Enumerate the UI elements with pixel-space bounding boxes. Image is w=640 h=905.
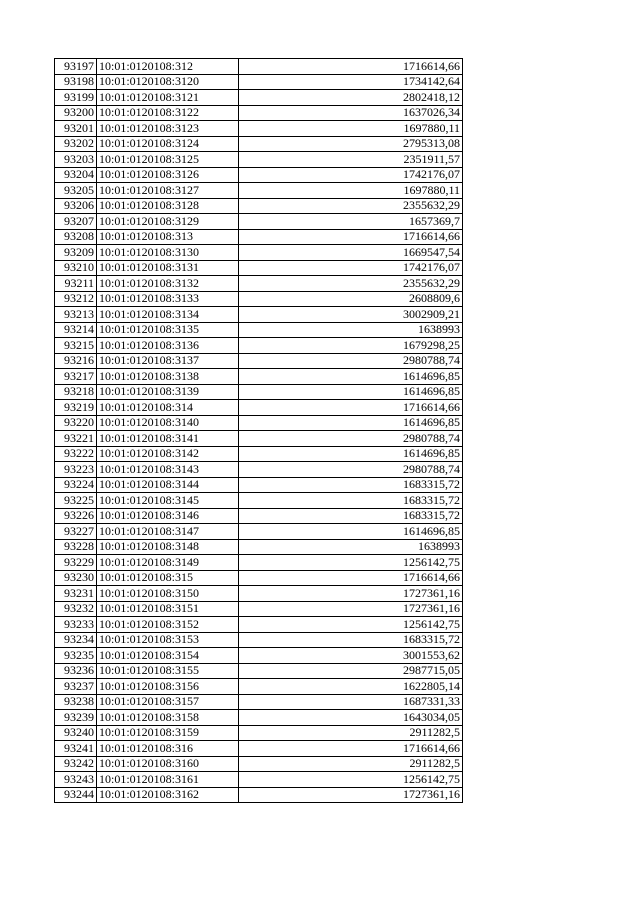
cadastral-number-cell: 10:01:0120108:3160 [97, 756, 239, 772]
cadastral-number-cell: 10:01:0120108:314 [97, 400, 239, 416]
cadastral-number-cell: 10:01:0120108:3149 [97, 555, 239, 571]
cadastral-number-cell: 10:01:0120108:3143 [97, 462, 239, 478]
table-row [55, 167, 463, 183]
cadastral-value-cell: 3002909,21 [239, 307, 463, 323]
table-row [55, 539, 463, 555]
cadastral-value-cell: 1643034,05 [239, 710, 463, 726]
cadastral-number-cell: 10:01:0120108:3161 [97, 772, 239, 788]
cadastral-number-cell: 10:01:0120108:3128 [97, 198, 239, 214]
table-row [55, 260, 463, 276]
table-row [55, 105, 463, 121]
row-number-cell: 93233 [55, 617, 97, 633]
row-number-cell: 93210 [55, 260, 97, 276]
cadastral-number-cell: 10:01:0120108:3141 [97, 431, 239, 447]
cadastral-value-cell: 1734142,64 [239, 74, 463, 90]
table-row [55, 291, 463, 307]
table-row [55, 322, 463, 338]
table-row [55, 214, 463, 230]
table-row [55, 400, 463, 416]
cadastral-value-cell: 1614696,85 [239, 524, 463, 540]
cadastral-value-cell: 1742176,07 [239, 167, 463, 183]
table-row [55, 415, 463, 431]
cadastral-number-cell: 10:01:0120108:3131 [97, 260, 239, 276]
table-row [55, 183, 463, 199]
cadastral-number-cell: 10:01:0120108:3157 [97, 694, 239, 710]
row-number-cell: 93198 [55, 74, 97, 90]
cadastral-number-cell: 10:01:0120108:3147 [97, 524, 239, 540]
cadastral-value-cell: 1679298,25 [239, 338, 463, 354]
row-number-cell: 93244 [55, 787, 97, 803]
cadastral-value-cell: 1742176,07 [239, 260, 463, 276]
table-row [55, 617, 463, 633]
cadastral-number-cell: 10:01:0120108:3127 [97, 183, 239, 199]
table-row [55, 369, 463, 385]
table-row [55, 136, 463, 152]
cadastral-number-cell: 10:01:0120108:3124 [97, 136, 239, 152]
table-row [55, 679, 463, 695]
cadastral-value-cell: 1683315,72 [239, 508, 463, 524]
cadastral-number-cell: 10:01:0120108:3137 [97, 353, 239, 369]
cadastral-value-cell: 2608809,6 [239, 291, 463, 307]
cadastral-number-cell: 10:01:0120108:3146 [97, 508, 239, 524]
table-row [55, 570, 463, 586]
row-number-cell: 93235 [55, 648, 97, 664]
cadastral-value-cell: 1727361,16 [239, 601, 463, 617]
cadastral-value-cell: 1697880,11 [239, 121, 463, 137]
cadastral-number-cell: 10:01:0120108:3138 [97, 369, 239, 385]
table-row [55, 276, 463, 292]
row-number-cell: 93234 [55, 632, 97, 648]
cadastral-number-cell: 10:01:0120108:3130 [97, 245, 239, 261]
cadastral-value-cell: 2911282,5 [239, 725, 463, 741]
table-row [55, 338, 463, 354]
row-number-cell: 93232 [55, 601, 97, 617]
cadastral-value-cell: 1657369,7 [239, 214, 463, 230]
table-row [55, 663, 463, 679]
table-row [55, 787, 463, 803]
cadastral-number-cell: 10:01:0120108:312 [97, 59, 239, 75]
row-number-cell: 93228 [55, 539, 97, 555]
row-number-cell: 93219 [55, 400, 97, 416]
cadastral-number-cell: 10:01:0120108:3159 [97, 725, 239, 741]
cadastral-number-cell: 10:01:0120108:3150 [97, 586, 239, 602]
cadastral-value-cell: 2980788,74 [239, 431, 463, 447]
row-number-cell: 93220 [55, 415, 97, 431]
cadastral-value-cell: 2351911,57 [239, 152, 463, 168]
cadastral-value-cell: 1716614,66 [239, 741, 463, 757]
cadastral-value-cell: 1716614,66 [239, 59, 463, 75]
cadastral-number-cell: 10:01:0120108:3154 [97, 648, 239, 664]
table-row [55, 508, 463, 524]
cadastral-value-cell: 2802418,12 [239, 90, 463, 106]
row-number-cell: 93206 [55, 198, 97, 214]
row-number-cell: 93217 [55, 369, 97, 385]
table-row [55, 384, 463, 400]
cadastral-value-cell: 1716614,66 [239, 570, 463, 586]
cadastral-value-cell: 1727361,16 [239, 787, 463, 803]
cadastral-number-cell: 10:01:0120108:3155 [97, 663, 239, 679]
table-row [55, 152, 463, 168]
cadastral-number-cell: 10:01:0120108:3144 [97, 477, 239, 493]
row-number-cell: 93197 [55, 59, 97, 75]
cadastral-value-cell: 1637026,34 [239, 105, 463, 121]
cadastral-value-cell: 1683315,72 [239, 493, 463, 509]
row-number-cell: 93202 [55, 136, 97, 152]
cadastral-value-cell: 2987715,05 [239, 663, 463, 679]
cadastral-number-cell: 10:01:0120108:3134 [97, 307, 239, 323]
cadastral-value-cell: 2980788,74 [239, 462, 463, 478]
cadastral-value-cell: 1256142,75 [239, 555, 463, 571]
cadastral-value-cell: 2355632,29 [239, 198, 463, 214]
row-number-cell: 93236 [55, 663, 97, 679]
table-row [55, 741, 463, 757]
row-number-cell: 93200 [55, 105, 97, 121]
table-row [55, 648, 463, 664]
row-number-cell: 93222 [55, 446, 97, 462]
cadastral-number-cell: 10:01:0120108:3136 [97, 338, 239, 354]
table-row [55, 307, 463, 323]
row-number-cell: 93211 [55, 276, 97, 292]
cadastral-value-cell: 1697880,11 [239, 183, 463, 199]
table-row [55, 632, 463, 648]
table-row [55, 446, 463, 462]
cadastral-number-cell: 10:01:0120108:3123 [97, 121, 239, 137]
row-number-cell: 93203 [55, 152, 97, 168]
cadastral-value-cell: 1614696,85 [239, 384, 463, 400]
cadastral-number-cell: 10:01:0120108:3148 [97, 539, 239, 555]
cadastral-number-cell: 10:01:0120108:3122 [97, 105, 239, 121]
cadastral-value-cell: 1622805,14 [239, 679, 463, 695]
table-row [55, 710, 463, 726]
table-row [55, 586, 463, 602]
cadastral-number-cell: 10:01:0120108:3125 [97, 152, 239, 168]
row-number-cell: 93204 [55, 167, 97, 183]
cadastral-value-cell: 2795313,08 [239, 136, 463, 152]
table-row [55, 121, 463, 137]
cadastral-number-cell: 10:01:0120108:3158 [97, 710, 239, 726]
cadastral-value-cell: 3001553,62 [239, 648, 463, 664]
table-row [55, 477, 463, 493]
row-number-cell: 93237 [55, 679, 97, 695]
cadastral-number-cell: 10:01:0120108:3132 [97, 276, 239, 292]
cadastral-value-cell: 1638993 [239, 539, 463, 555]
cadastral-number-cell: 10:01:0120108:3151 [97, 601, 239, 617]
table-row [55, 601, 463, 617]
cadastral-value-cell: 1683315,72 [239, 477, 463, 493]
table-row [55, 431, 463, 447]
row-number-cell: 93239 [55, 710, 97, 726]
table-body [55, 59, 463, 803]
cadastral-number-cell: 10:01:0120108:3162 [97, 787, 239, 803]
row-number-cell: 93231 [55, 586, 97, 602]
row-number-cell: 93240 [55, 725, 97, 741]
row-number-cell: 93225 [55, 493, 97, 509]
cadastral-value-cell: 2980788,74 [239, 353, 463, 369]
table-row [55, 493, 463, 509]
cadastral-value-cell: 1614696,85 [239, 369, 463, 385]
row-number-cell: 93218 [55, 384, 97, 400]
row-number-cell: 93205 [55, 183, 97, 199]
row-number-cell: 93238 [55, 694, 97, 710]
row-number-cell: 93229 [55, 555, 97, 571]
cadastral-number-cell: 10:01:0120108:313 [97, 229, 239, 245]
cadastral-number-cell: 10:01:0120108:3153 [97, 632, 239, 648]
row-number-cell: 93216 [55, 353, 97, 369]
table-row [55, 555, 463, 571]
row-number-cell: 93207 [55, 214, 97, 230]
cadastral-value-cell: 1716614,66 [239, 229, 463, 245]
cadastral-number-cell: 10:01:0120108:3126 [97, 167, 239, 183]
row-number-cell: 93242 [55, 756, 97, 772]
row-number-cell: 93201 [55, 121, 97, 137]
row-number-cell: 93214 [55, 322, 97, 338]
row-number-cell: 93209 [55, 245, 97, 261]
cadastral-number-cell: 10:01:0120108:3133 [97, 291, 239, 307]
cadastral-number-cell: 10:01:0120108:3142 [97, 446, 239, 462]
cadastral-number-cell: 10:01:0120108:3121 [97, 90, 239, 106]
table-row [55, 90, 463, 106]
cadastral-value-cell: 1669547,54 [239, 245, 463, 261]
cadastral-value-cell: 1716614,66 [239, 400, 463, 416]
cadastral-value-cell: 1638993 [239, 322, 463, 338]
cadastral-value-cell: 1683315,72 [239, 632, 463, 648]
table-row [55, 756, 463, 772]
cadastral-number-cell: 10:01:0120108:3140 [97, 415, 239, 431]
row-number-cell: 93224 [55, 477, 97, 493]
cadastral-number-cell: 10:01:0120108:315 [97, 570, 239, 586]
cadastral-number-cell: 10:01:0120108:3156 [97, 679, 239, 695]
row-number-cell: 93226 [55, 508, 97, 524]
cadastral-value-cell: 2911282,5 [239, 756, 463, 772]
table-row [55, 245, 463, 261]
table-row [55, 59, 463, 75]
cadastral-number-cell: 10:01:0120108:3129 [97, 214, 239, 230]
table-row [55, 353, 463, 369]
row-number-cell: 93215 [55, 338, 97, 354]
cadastral-number-cell: 10:01:0120108:3145 [97, 493, 239, 509]
table-row [55, 694, 463, 710]
cadastral-number-cell: 10:01:0120108:3120 [97, 74, 239, 90]
row-number-cell: 93243 [55, 772, 97, 788]
cadastral-number-cell: 10:01:0120108:3135 [97, 322, 239, 338]
table-row [55, 74, 463, 90]
cadastral-value-cell: 1614696,85 [239, 415, 463, 431]
cadastral-value-cell: 1687331,33 [239, 694, 463, 710]
cadastral-number-cell: 10:01:0120108:3139 [97, 384, 239, 400]
cadastral-value-cell: 1256142,75 [239, 617, 463, 633]
row-number-cell: 93213 [55, 307, 97, 323]
table-row [55, 229, 463, 245]
table-row [55, 725, 463, 741]
row-number-cell: 93199 [55, 90, 97, 106]
row-number-cell: 93227 [55, 524, 97, 540]
cadastral-number-cell: 10:01:0120108:3152 [97, 617, 239, 633]
table-row [55, 198, 463, 214]
row-number-cell: 93212 [55, 291, 97, 307]
row-number-cell: 93241 [55, 741, 97, 757]
row-number-cell: 93221 [55, 431, 97, 447]
cadastral-value-cell: 1256142,75 [239, 772, 463, 788]
cadastral-value-cell: 2355632,29 [239, 276, 463, 292]
row-number-cell: 93223 [55, 462, 97, 478]
cadastral-value-cell: 1614696,85 [239, 446, 463, 462]
table-row [55, 772, 463, 788]
cadastral-value-table [54, 58, 463, 803]
cadastral-number-cell: 10:01:0120108:316 [97, 741, 239, 757]
table-row [55, 524, 463, 540]
table-row [55, 462, 463, 478]
cadastral-value-cell: 1727361,16 [239, 586, 463, 602]
row-number-cell: 93208 [55, 229, 97, 245]
row-number-cell: 93230 [55, 570, 97, 586]
